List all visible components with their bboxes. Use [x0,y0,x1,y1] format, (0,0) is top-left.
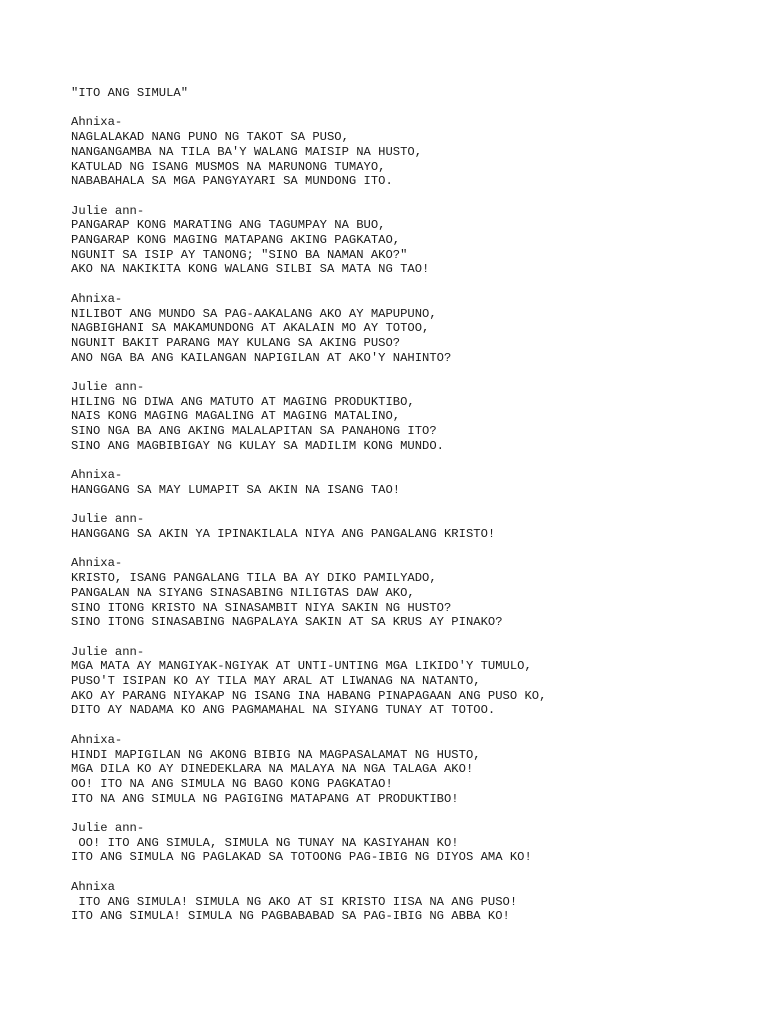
verse-line: NGUNIT SA ISIP AY TANONG; "SINO BA NAMAN AKO?" [71,247,408,262]
verse-line: DITO AY NADAMA KO ANG PAGMAMAHAL NA SIYANG TUNAY AT TOTOO. [71,703,496,718]
verse-line: NILIBOT ANG MUNDO SA PAG-AAKALANG AKO AY MAPUPUNO, [71,306,437,321]
stanza [71,380,751,454]
verse-line: PUSO'T ISIPAN KO AY TILA MAY ARAL AT LIWANAG NA NATANTO, [71,674,481,688]
verse-line: NAGBIGHANI SA MAKAMUNDONG AT AKALAIN MO AY TOTOO, [71,321,430,336]
speaker-label: Ahnixa- [71,732,123,747]
stanza [71,292,751,366]
verse-line: PANGARAP KONG MAGING MATAPANG AKING PAGKATAO, [71,233,401,247]
verse-line: NAIS KONG MAGING MAGALING AT MAGING MATALINO, [71,409,401,424]
speaker-label: Ahnixa [71,879,115,894]
speaker-label: Julie ann- [71,203,145,218]
stanza [71,204,751,278]
speaker-label: Ahnixa- [71,291,123,306]
stanza [71,821,751,865]
verse-line: AKO AY PARANG NIYAKAP NG ISANG INA HABANG PINAPAGAAN ANG PUSO KO, [71,688,547,703]
verse-line: SINO ITONG KRISTO NA SINASAMBIT NIYA SAKIN NG HUSTO? [71,600,452,615]
verse-line: KRISTO, ISANG PANGALANG TILA BA AY DIKO PAMILYADO, [71,571,437,586]
verse-line: HILING NG DIWA ANG MATUTO AT MAGING PRODUKTIBO, [71,394,415,409]
verse-line: ANO NGA BA ANG KAILANGAN NAPIGILAN AT AKO'Y NAHINTO? [71,350,452,365]
verse-line: KATULAD NG ISANG MUSMOS NA MARUNONG TUMAYO, [71,159,386,174]
verse-line: HINDI MAPIGILAN NG AKONG BIBIG NA MAGPASALAMAT NG HUSTO, [71,747,481,762]
verse-line: NGUNIT BAKIT PARANG MAY KULANG SA AKING PUSO? [71,335,401,350]
stanza-list [71,115,751,924]
verse-line: SINO ITONG SINASABING NAGPALAYA SAKIN AT SA KRUS AY PINAKO? [71,615,503,630]
verse-line: NAGLALAKAD NANG PUNO NG TAKOT SA PUSO, [71,130,349,145]
verse-line: ITO NA ANG SIMULA NG PAGIGING MATAPANG AT PRODUKTIBO! [71,791,459,806]
speaker-label: Ahnixa- [71,468,123,483]
stanza [71,733,751,807]
verse-line: ITO ANG SIMULA NG PAGLAKAD SA TOTOONG PAG-IBIG NG DIYOS AMA KO! [71,850,532,865]
speaker-label: Julie ann- [71,512,145,527]
verse-line: HANGGANG SA AKIN YA IPINAKILALA NIYA ANG PANGALANG KRISTO! [71,527,496,541]
stanza [71,512,751,541]
verse-line: AKO NA NAKIKITA KONG WALANG SILBI SA MATA NG TAO! [71,262,430,277]
speaker-label: Julie ann- [71,644,145,659]
verse-line: SINO ANG MAGBIBIGAY NG KULAY SA MADILIM KONG MUNDO. [71,438,444,453]
verse-line: MGA MATA AY MANGIYAK-NGIYAK AT UNTI-UNTING MGA LIKIDO'Y TUMULO, [71,659,532,674]
verse-line: PANGALAN NA SIYANG SINASABING NILIGTAS DAW AKO, [71,585,415,600]
verse-line: HANGGANG SA MAY LUMAPIT SA AKIN NA ISANG TAO! [71,482,401,497]
stanza [71,115,751,189]
stanza [71,468,751,497]
poem-document [71,86,751,939]
verse-line: ITO ANG SIMULA! SIMULA NG PAGBABABAD SA PAG-IBIG NG ABBA KO! [71,909,510,924]
stanza [71,556,751,630]
verse-line: ITO ANG SIMULA! SIMULA NG AKO AT SI KRISTO IISA NA ANG PUSO! [71,894,518,909]
speaker-label: Ahnixa- [71,115,123,130]
verse-line: SINO NGA BA ANG AKING MALALAPITAN SA PANAHONG ITO? [71,424,437,439]
stanza [71,880,751,924]
speaker-label: Julie ann- [71,821,145,835]
stanza [71,645,751,719]
verse-line: OO! ITO ANG SIMULA, SIMULA NG TUNAY NA KASIYAHAN KO! [71,835,459,850]
verse-line: MGA DILA KO AY DINEDEKLARA NA MALAYA NA NGA TALAGA AKO! [71,762,474,777]
verse-line: NANGANGAMBA NA TILA BA'Y WALANG MAISIP NA HUSTO, [71,144,423,159]
speaker-label: Julie ann- [71,380,145,394]
speaker-label: Ahnixa- [71,556,123,571]
verse-line: PANGARAP KONG MARATING ANG TAGUMPAY NA BUO, [71,218,386,233]
verse-line: NABABAHALA SA MGA PANGYAYARI SA MUNDONG ITO. [71,174,393,189]
poem-title: "ITO ANG SIMULA" [71,86,189,100]
verse-line: OO! ITO NA ANG SIMULA NG BAGO KONG PAGKATAO! [71,776,393,791]
